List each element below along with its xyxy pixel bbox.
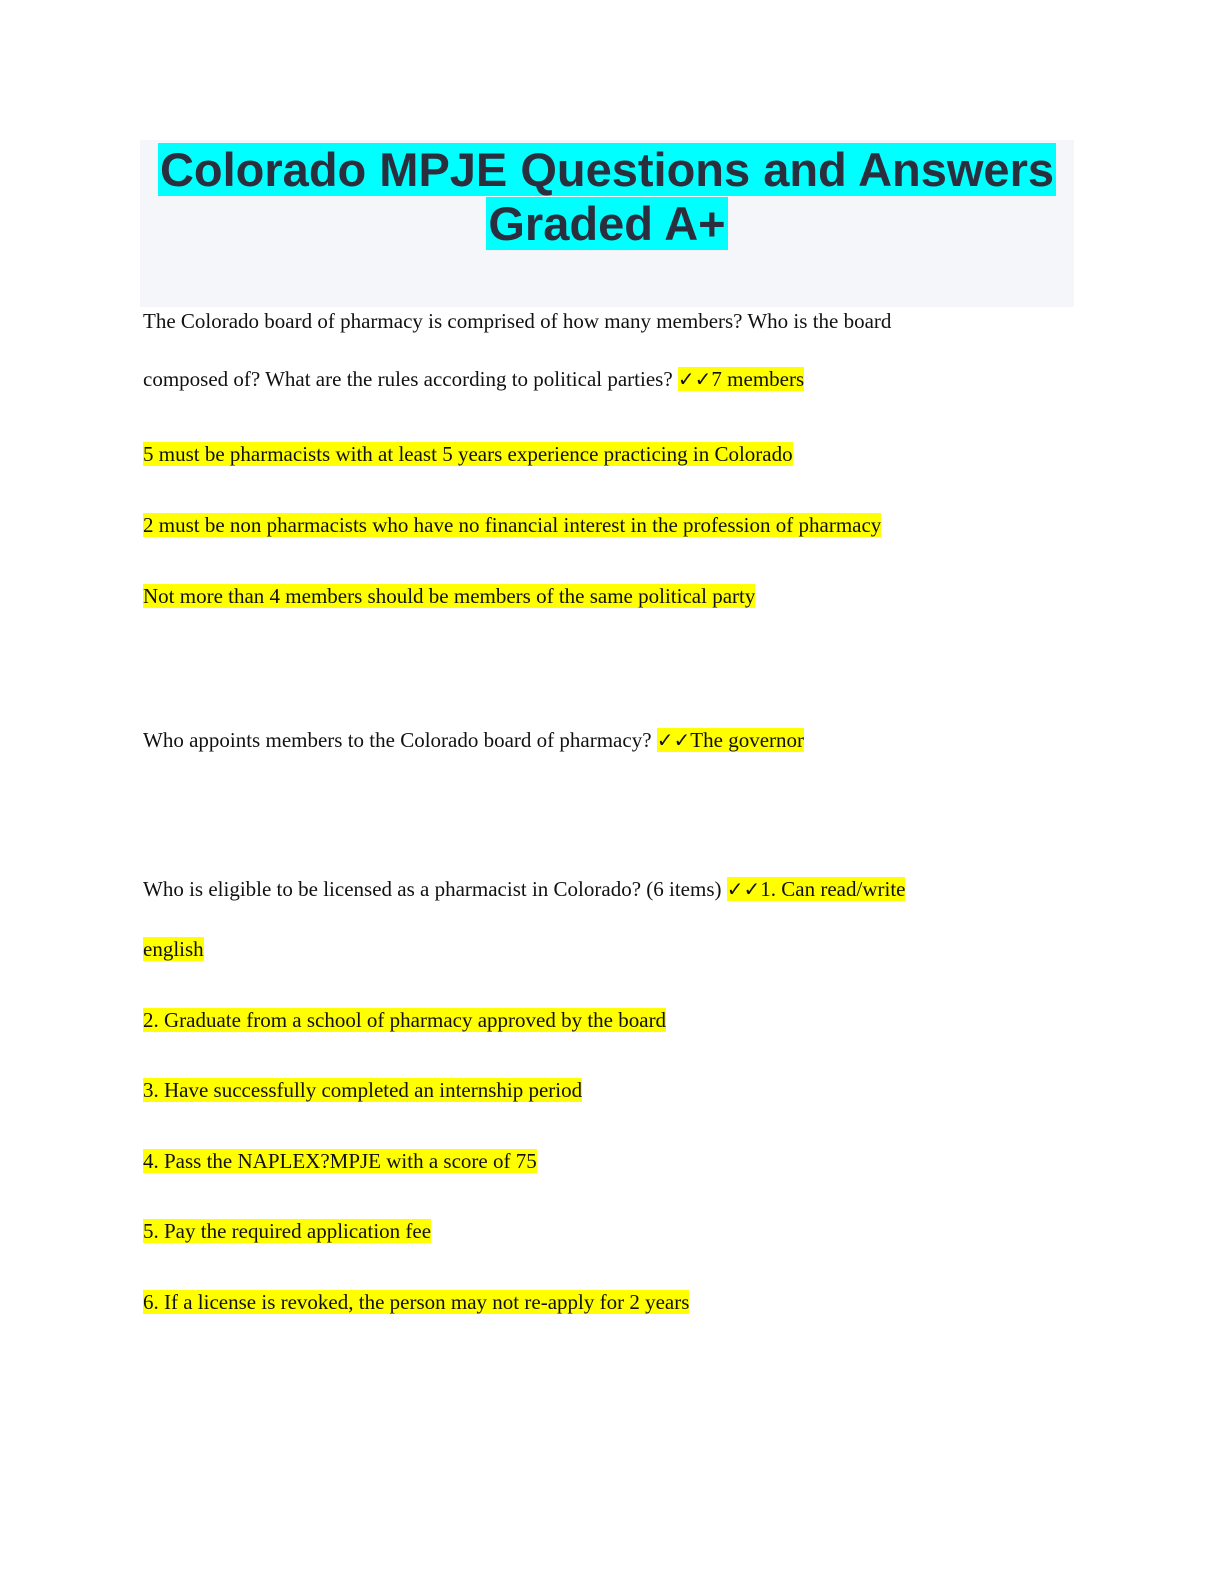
q3-answer-line: 2. Graduate from a school of pharmacy approved by the board xyxy=(143,1008,667,1032)
q2-question-text: Who appoints members to the Colorado board of pharmacy? xyxy=(143,728,657,752)
q3-line xyxy=(143,876,905,902)
q3-answer-first: ✓✓1. Can read/write xyxy=(726,877,906,901)
q3-question-text: Who is eligible to be licensed as a pharmacist in Colorado? (6 items) xyxy=(143,877,727,901)
double-check-icon: ✓✓ xyxy=(677,367,712,391)
q3-answer-line: 5. Pay the required application fee xyxy=(143,1219,432,1243)
q2-line xyxy=(143,727,804,753)
title-line-2: Graded A+ xyxy=(488,197,726,250)
q1-question-text: composed of? What are the rules according to political parties? xyxy=(143,367,678,391)
double-check-icon: ✓✓ xyxy=(656,728,691,752)
q2-answer: ✓✓The governor xyxy=(656,728,805,752)
q3-answer-line: english xyxy=(143,937,204,961)
q1-answer-line: Not more than 4 members should be members of the same political party xyxy=(143,584,756,608)
q1-answer-line: 2 must be non pharmacists who have no financial interest in the profession of pharmacy xyxy=(143,513,882,537)
double-check-icon: ✓✓ xyxy=(726,877,761,901)
title-line-1: Colorado MPJE Questions and Answers xyxy=(159,143,1055,196)
q3-answer-line: 4. Pass the NAPLEX?MPJE with a score of 75 xyxy=(143,1149,537,1173)
q1-answer-text: 7 members xyxy=(711,367,805,391)
q1-answer-first xyxy=(678,367,804,391)
title-block xyxy=(140,140,1074,307)
q1-question-line-1: The Colorado board of pharmacy is comprised of how many members? Who is the board xyxy=(143,309,892,333)
q3-answer-line: 6. If a license is revoked, the person may not re-apply for 2 years xyxy=(143,1290,690,1314)
q1-question-line-2 xyxy=(143,366,804,392)
q3-answer-line: 3. Have successfully completed an internship period xyxy=(143,1078,583,1102)
q1-answer-line: 5 must be pharmacists with at least 5 years experience practicing in Colorado xyxy=(143,442,793,466)
